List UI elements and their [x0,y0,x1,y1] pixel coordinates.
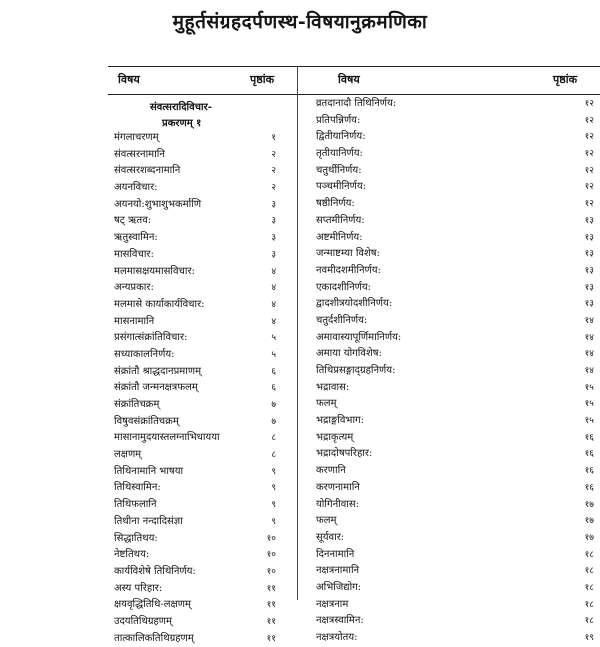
index-row [300,413,598,430]
index-row [110,330,296,347]
index-row [110,230,296,247]
index-subject: मलमासक्षयमासविचार: [114,265,195,277]
index-subject: नक्षत्रनाम [316,598,349,610]
index-page-number: १३ [584,282,594,293]
index-page-number: १२ [584,99,594,109]
index-page-number: ३ [271,233,276,244]
index-row [300,630,598,647]
index-row [300,446,598,463]
index-subject: मासनामानि [114,315,155,327]
index-page-number: ११ [266,633,276,644]
header-rule-top [108,66,600,67]
index-page-number: ९ [271,516,276,527]
index-row [110,247,296,264]
index-subject: प्रतिपन्निर्णय: [316,114,361,126]
index-page-number: २ [271,183,276,194]
index-page-number: ७ [271,400,276,410]
index-subject: करणानि [316,465,346,477]
index-row [110,464,296,481]
index-subject: तृतीयानिर्णय: [316,148,363,160]
index-subject: मंगलाचरणम् [114,132,159,143]
index-row [110,547,296,564]
index-page-number: ६ [271,366,276,377]
index-subject: नेष्टतिथय: [114,549,150,561]
index-subject: व्रतदानादौ तिथिनिर्णय: [316,98,397,109]
index-row [300,530,598,547]
index-row [300,380,598,397]
index-row [300,563,598,580]
index-subject: फलम् [316,515,337,527]
index-row [110,264,296,281]
index-page-number: ४ [271,316,276,327]
index-page-number: १० [266,566,276,577]
index-page-number: १४ [584,315,594,326]
index-page-number: ३ [271,249,276,260]
index-page-number: १४ [584,332,594,343]
index-page-number: ११ [266,616,276,627]
index-row [110,163,296,180]
index-subject: मलमासे कार्याकार्यविचार: [114,298,205,310]
index-page-number: ६ [271,383,276,394]
index-subject: विषुवसंक्रांतिचक्रम् [114,415,179,427]
index-row [300,146,598,163]
index-subject: भद्रावास: [316,381,350,393]
index-page-number: १७ [584,516,594,527]
index-page-number: १८ [584,549,594,560]
index-row [110,631,296,647]
index-row [300,313,598,330]
index-row [110,414,296,431]
index-page-number: १८ [584,616,594,627]
index-subject: तिथिफलानि [114,499,157,511]
index-subject: अमाया योगविशेष: [316,348,382,360]
index-row [300,246,598,263]
index-subject: अयनयो:शुभाशुभकर्माणि [114,198,202,210]
index-subject: भद्रादोषपरिहार: [316,448,373,460]
index-row [300,547,598,564]
index-row [300,396,598,413]
index-subject: योगिनीवास: [316,498,360,510]
index-page-number: १३ [584,265,594,276]
index-row [300,179,598,196]
index-subject: भद्राकृत्यम् [316,431,354,443]
index-page-number: १३ [584,232,594,243]
index-row [110,147,296,164]
index-row [110,314,296,331]
index-row [110,581,296,598]
index-page-number: १३ [584,249,594,260]
index-page-number: ४ [271,299,276,310]
index-page-number: ४ [271,266,276,277]
index-page-number: १० [266,550,276,561]
index-subject: अस्य परिहार: [114,582,163,594]
column-divider [297,66,298,600]
index-page-number: ३ [271,199,276,210]
right-page-header: पृष्ठांक [553,73,578,86]
index-page-number: ११ [266,583,276,594]
index-row [300,280,598,297]
section-heading [110,96,296,130]
index-page-number: १२ [584,115,594,126]
index-row [300,163,598,180]
index-subject: नक्षत्रनामानि [316,565,360,577]
index-page-number: १७ [584,532,594,543]
index-subject: नक्षत्रस्वामिन: [316,615,364,627]
index-page-number: १६ [584,432,594,443]
index-subject: तात्कालिकतिथिग्रहणम् [114,632,194,644]
index-subject: करणनामानि [316,481,360,493]
index-subject: भद्राङ्गविभाग: [316,415,365,427]
index-row [300,230,598,247]
index-row [110,497,296,514]
index-row [300,580,598,597]
index-row [110,380,296,397]
index-page-number: ५ [271,333,276,344]
index-subject: एकादशीनिर्णय: [316,281,372,293]
index-page-number: १५ [584,382,594,393]
index-subject: फलम् [316,398,337,410]
index-page-number: १८ [584,599,594,610]
index-page-number: ८ [271,433,276,444]
index-row [110,514,296,531]
index-row [300,513,598,530]
index-page-number: १२ [584,149,594,160]
index-row [110,364,296,381]
index-row [300,213,598,230]
index-row [300,597,598,614]
index-row [300,480,598,497]
index-page-number: १३ [584,215,594,226]
index-row [300,263,598,280]
index-subject: सूर्यवार: [316,531,345,543]
index-row [110,614,296,631]
index-subject: उदयतिथिग्रहणम् [114,615,173,627]
index-subject: सिद्धातिथय: [114,532,158,544]
index-page-number: १६ [584,466,594,477]
index-row [110,213,296,230]
index-row [110,180,296,197]
index-page-number: १६ [584,449,594,460]
index-row [110,430,296,447]
index-row [110,347,296,364]
index-page-number: १२ [584,182,594,193]
index-subject: अमावास्यापूर्णिमानिर्णय: [316,331,402,343]
index-page-number: २ [271,166,276,177]
index-row [110,280,296,297]
left-column [110,96,296,647]
index-page-number: १४ [584,366,594,376]
index-page-number: २ [271,149,276,160]
section-title: संवत्सरादिविचार- [150,102,212,113]
index-row [300,363,598,380]
index-subject: मासविचार: [114,248,154,260]
index-subject: अयनविचार: [114,182,158,194]
index-subject: नक्षत्रयोतय: [316,632,358,643]
index-subject: संवत्सरनामानि [114,148,165,160]
index-page-number: १७ [584,499,594,510]
index-page-number: ११ [266,600,276,611]
index-row [300,346,598,363]
index-subject: नवमीदशमीनिर्णय: [316,264,381,276]
right-subject-header: विषय [338,73,360,86]
index-page-number: १२ [584,165,594,176]
index-row [110,531,296,548]
index-page-number: १४ [584,349,594,360]
index-subject: कार्यविशेषे तिथिनिर्णय: [114,565,196,577]
index-page-number: १२ [584,132,594,143]
index-page-number: ४ [271,283,276,294]
index-row [110,130,296,147]
index-subject: संवत्सरशब्दनामानि [114,165,181,177]
page-title: मुहूर्तसंग्रहदर्पणस्थ-विषयानुक्रमणिका [172,11,428,33]
index-row [110,480,296,497]
index-subject: सप्तमीनिर्णय: [316,214,365,226]
index-row [300,96,598,113]
index-row [300,497,598,514]
index-subject: संक्रांतौ जन्मनक्षत्रफलम् [114,382,198,394]
index-subject: षष्ठीनिर्णय: [316,198,355,210]
index-subject: मासानामुदयास्तलग्नाभिधायया [114,432,220,444]
left-page-header: पृष्ठांक [250,73,275,86]
right-column [300,96,598,647]
index-row [300,129,598,146]
index-subject: अष्टमीनिर्णय: [316,231,363,243]
index-row [110,564,296,581]
section-subtitle: प्रकरणम् १ [162,118,202,129]
index-subject: तिथीना नन्दादिसंज्ञा [114,515,183,527]
index-row [300,196,598,213]
index-subject: क्षयवृद्धितिथि-लक्षणम् [114,599,191,611]
index-row [110,397,296,414]
index-subject: अभिजिद्योग: [316,581,362,593]
index-page-number: १८ [584,566,594,577]
index-row [300,113,598,130]
index-subject: सध्याकालनिर्णय: [114,348,175,360]
index-subject: द्वितीयानिर्णय: [316,131,366,143]
left-subject-header: विषय [118,73,140,86]
index-page-number: ३ [271,216,276,227]
index-page-number: ९ [271,500,276,511]
index-subject: पञ्चमीनिर्णय: [316,181,367,193]
index-page-number: १ [271,133,276,143]
index-subject: चतुर्दशीनिर्णय: [316,314,368,326]
header-rule-bottom [108,94,600,95]
index-page-number: १२ [584,199,594,210]
index-subject: तिथिस्वामिन: [114,482,161,494]
index-subject: द्वादशीत्रयोदशीनिर्णय: [316,298,393,310]
index-page-number: ५ [271,349,276,360]
index-row [300,430,598,447]
index-subject: षट् ऋतव: [114,215,152,227]
index-subject: ऋतुस्वामिन: [114,232,158,244]
index-row [300,613,598,630]
index-subject: संक्रांतिचक्रम् [114,399,160,410]
index-page-number: १३ [584,299,594,310]
index-page-number: १५ [584,416,594,427]
index-page-number: १० [266,533,276,544]
index-page-number: १९ [584,633,594,643]
index-page-number: ९ [271,466,276,477]
index-page-number: १५ [584,399,594,410]
index-subject: तिथिनामानि भाषया [114,465,184,477]
index-subject: चतुर्थीनिर्णय: [316,164,362,176]
index-subject: अन्यप्रकार: [114,282,154,294]
index-subject: प्रसंगात्संक्रांतिविचार: [114,332,188,344]
index-subject: तिथिप्रसङ्गाद्ग्रहनिर्णय: [316,365,396,376]
index-page-number: १८ [584,582,594,593]
index-row [300,296,598,313]
index-row [110,447,296,464]
index-page-number: ७ [271,416,276,427]
index-row [110,197,296,214]
index-page-number: ८ [271,450,276,461]
index-page-number: ९ [271,483,276,494]
index-row [300,463,598,480]
index-row [300,330,598,347]
index-subject: लक्षणम् [114,449,142,461]
index-subject: दिननामानि [316,548,355,560]
index-page-number: १६ [584,482,594,493]
index-row [110,297,296,314]
index-subject: संक्रांतौ श्राद्धदानप्रमाणम् [114,365,202,377]
index-subject: जन्माष्टम्या विशेष: [316,248,380,260]
